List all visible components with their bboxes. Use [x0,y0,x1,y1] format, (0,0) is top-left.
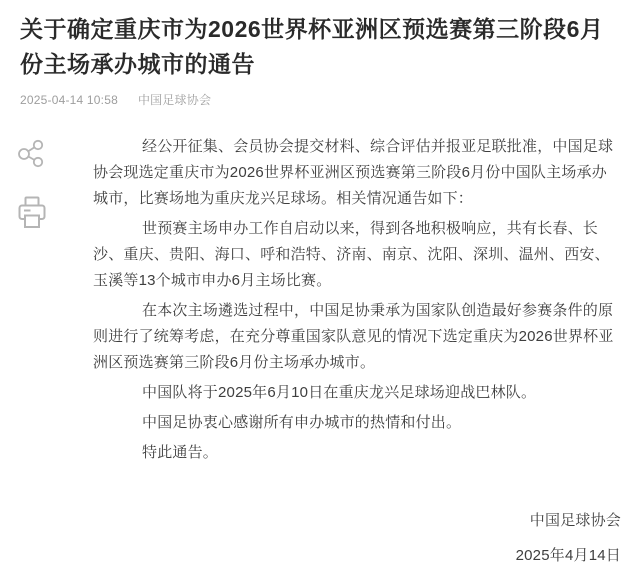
article-toolbar [0,134,93,228]
article-title: 关于确定重庆市为2026世界杯亚洲区预选赛第三阶段6月份主场承办城市的通告 [20,16,604,77]
paragraph: 经公开征集、会员协会提交材料、综合评估并报亚足联批准，中国足球协会现选定重庆市为2026世界杯亚洲区预选赛第三阶段6月份中国队主场承办城市，比赛场地为重庆龙兴足球场。相关情况通告如下： [93,138,614,207]
publish-datetime: 2025-04-14 10:58 [20,93,118,107]
signature-organization: 中国足球协会 [529,512,621,529]
share-icon [16,137,48,169]
print-icon [16,194,48,230]
share-button[interactable] [16,136,48,170]
paragraph: 特此通告。 [142,444,219,461]
signature-date: 2025年4月14日 [515,547,621,564]
paragraph: 在本次主场遴选过程中，中国足协秉承为国家队创造最好参赛条件的原则进行了统筹考虑，在充分尊重国家队意见的情况下选定重庆为2026世界杯亚洲区预选赛第三阶段6月份主场承办城市。 [93,302,614,371]
paragraph: 中国队将于2025年6月10日在重庆龙兴足球场迎战巴林队。 [142,384,537,401]
paragraph: 世预赛主场申办工作自启动以来，得到各地积极响应，共有长春、长沙、重庆、贵阳、海口、呼和浩特、济南、南京、沈阳、深圳、温州、西安、玉溪等13个城市申办6月主场比赛。 [93,220,610,289]
publish-source: 中国足球协会 [137,93,212,107]
article-signature [0,508,640,569]
article-meta [20,91,620,108]
paragraph: 中国足协衷心感谢所有申办城市的热情和付出。 [142,414,462,431]
article-body [93,134,640,470]
article-content [0,134,640,470]
print-button[interactable] [16,194,48,228]
